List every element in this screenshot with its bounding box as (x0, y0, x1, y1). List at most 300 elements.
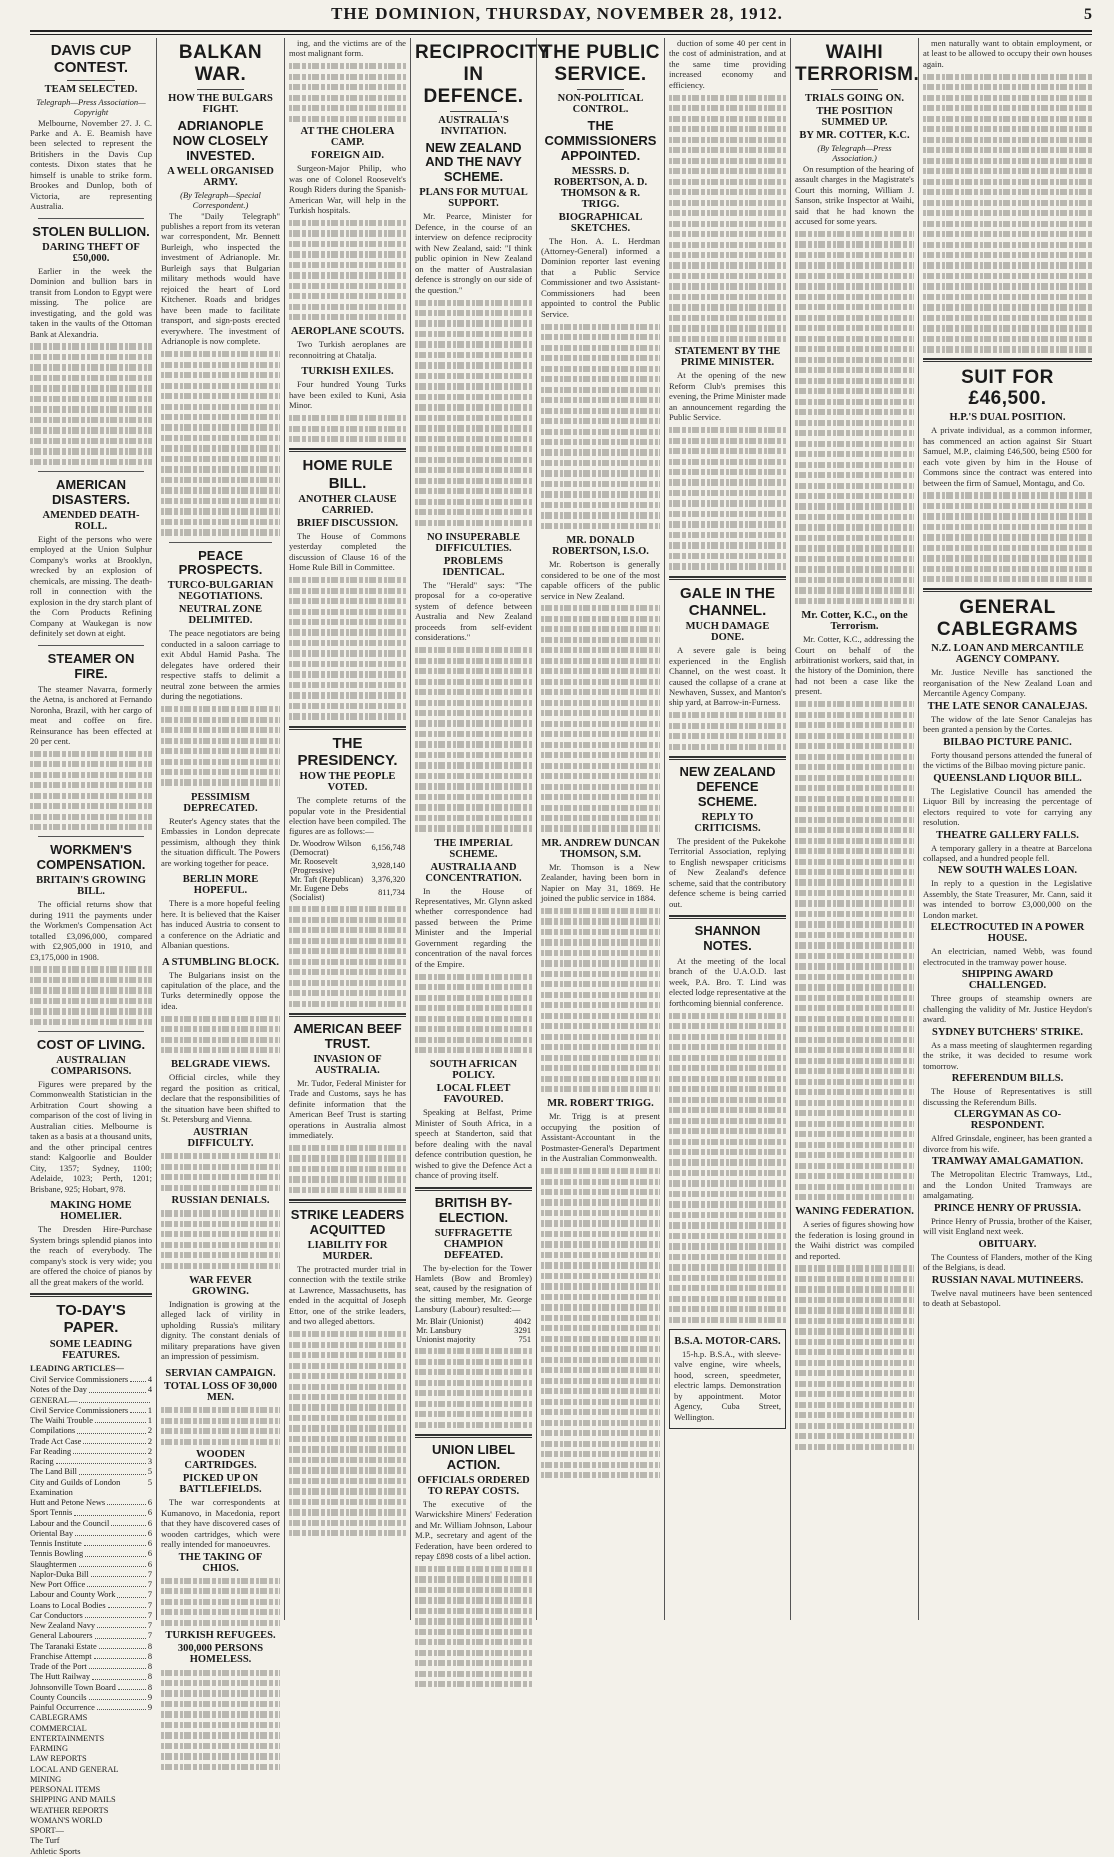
cablegram-item (923, 701, 1092, 735)
article-body: The protracted murder trial in connection with the textile strike at Lawrence, Massachusetts, has ended in the acquittal of Joseph Ettor, one of the strike leaders, and two alleged abettors. (289, 1263, 406, 1327)
contents-item: New Zealand Navy 7 (30, 1621, 152, 1631)
subheadline: B.S.A. MOTOR-CARS. (674, 1335, 781, 1347)
subheadline: SOUTH AFRICAN POLICY. (429, 1059, 518, 1082)
subheadline: AUSTRIAN DIFFICULTY. (187, 1126, 254, 1149)
body-text (669, 427, 786, 569)
article-servian-campaign (161, 1368, 280, 1770)
article-war-fever (161, 1275, 280, 1362)
subheadline: MR. ANDREW DUNCAN THOMSON, S.M. (541, 837, 660, 860)
subheadline: HOW THE BULGARS FIGHT. (168, 92, 273, 115)
divider (669, 915, 786, 919)
column-rule (284, 38, 285, 1620)
body-text (289, 1331, 406, 1536)
headline: NEW ZEALAND DEFENCE SCHEME. (679, 763, 776, 809)
column-rule (156, 38, 157, 1620)
contents-item: ENTERTAINMENTS (30, 1733, 105, 1743)
body-text (669, 1013, 786, 1323)
cablegram-item (923, 1203, 1092, 1237)
article-body: The "Daily Telegraph" publishes a report from its veteran war correspondent, Mr. Bennett Burleigh, who inspected the investment of Adrianople. Mr. Burleigh says that Bulgarian military methods would have rejoiced the heart of Lord Kitchener. Roads and bridges have been made to facilitate transport, and sign-posts erected everywhere. The investment of Adrianople is now complete. (161, 210, 280, 347)
cablegram-item (923, 773, 1092, 828)
subheadline: CLERGYMAN AS CO-RESPONDENT. (953, 1109, 1062, 1132)
body-text (415, 1566, 532, 1688)
article-workmens-compensation (30, 843, 152, 1025)
column-rule (790, 38, 791, 1620)
divider (923, 358, 1092, 362)
subheadline: BRITAIN'S GROWING BILL. (36, 875, 146, 898)
body-text (161, 1153, 280, 1191)
body-text (161, 706, 280, 786)
headline: COST OF LIVING. (36, 1037, 146, 1053)
contents-item: Labour and the Council 6 (30, 1518, 152, 1528)
subheadline: AUSTRALIA'S INVITATION. (438, 114, 509, 137)
subheadline: PLANS FOR MUTUAL SUPPORT. (419, 187, 528, 210)
article-american-disasters (30, 478, 152, 639)
article-body: Eight of the persons who were employed at the Union Sulphur Company's works at Brooklyn, wrecked by an explosion of chemicals, are missing. The death-roll in connection with the explosion in the dry starch plant of the Corn Products Refining Company at Waukegan is now definitely set down at eight. (30, 533, 152, 639)
subheadline: ADRIANOPLE NOW CLOSELY INVESTED. (172, 117, 269, 163)
article-body: An electrician, named Webb, was found electrocuted in the tramway power house. (923, 946, 1092, 967)
subheadline: STATEMENT BY THE PRIME MINISTER. (674, 346, 781, 369)
body-text (30, 343, 152, 465)
column-rule (664, 38, 665, 1620)
body-text (415, 1348, 532, 1428)
article-imperial-scheme (415, 838, 532, 1054)
masthead (0, 0, 1114, 34)
subheadline: MUCH DAMAGE DONE. (685, 621, 770, 644)
subheadline: THE COMMISSIONERS APPOINTED. (544, 117, 657, 163)
advertisement-home (30, 1200, 152, 1287)
body-text (289, 1145, 406, 1193)
todays-paper-index (30, 1302, 152, 1857)
contents-item: The Taranaki Estate 8 (30, 1641, 152, 1651)
article-body: The "Herald" says: "The proposal for a co-operative system of defence between Australia and New Zealand proceeds from self-evident considerations." (415, 579, 532, 643)
divider (415, 1187, 532, 1191)
contents-item: Racing 3 (30, 1457, 152, 1467)
subheadline: MAKING HOME HOMELIER. (50, 1200, 132, 1223)
article-peace-prospects (161, 549, 280, 786)
divider (289, 1013, 406, 1017)
article-body: Earlier in the week the Dominion and bullion bars in transit from London to Egypt were missing. The police are investigating, and the gold was taken in the vaults of the Ottoman Bank at Alexandria. (30, 265, 152, 339)
subheadline: REFERENDUM BILLS. (951, 1073, 1064, 1085)
column-4 (415, 38, 551, 1620)
contents-item: Civil Service Commissioners 1 (30, 1405, 152, 1415)
section-label: LEADING ARTICLES— (30, 1362, 125, 1373)
article-body: The Metropolitan Electric Tramways, Ltd., and the London United Tramways are amalgamating. (923, 1169, 1092, 1201)
contents-item: County Councils 9 (30, 1692, 152, 1702)
table-row: Dr. Woodrow Wilson (Democrat) 6,156,748 (290, 838, 405, 857)
subheadline: AUSTRALIA AND CONCENTRATION. (425, 861, 522, 884)
article-body: The House of Representatives is still discussing the Referendum Bills. (923, 1086, 1092, 1107)
contents-item: Painful Occurrence 9 (30, 1703, 152, 1713)
headline: WAIHI TERRORISM. (795, 42, 920, 85)
contents-item: Loans to Local Bodies 7 (30, 1600, 152, 1610)
body-text (669, 95, 786, 342)
article-body: Mr. Thomson is a New Zealander, having been born in Napier on May 31, 1869. He joined the public service in 1884. (541, 861, 660, 904)
subheadline: THE POSITION SUMMED UP. (816, 105, 893, 128)
contents-item: City and Guilds of London Examination 5 (30, 1477, 152, 1497)
article-body: Surgeon-Major Philip, who was one of Colonel Roosevelt's Rough Riders during the Spanish-American War, will help in the Turkish hospitals. (289, 163, 406, 216)
contents-item: The Waihi Trouble 1 (30, 1416, 152, 1426)
article-body: A temporary gallery in a theatre at Barcelona collapsed, and a hundred people fell. (923, 842, 1092, 863)
article-body: The Legislative Council has amended the Liquor Bill by increasing the percentage of electors required to vote for carrying any resolution. (923, 785, 1092, 828)
body-text (415, 647, 532, 831)
contents-item: WEATHER REPORTS (30, 1805, 109, 1815)
body-text (289, 906, 406, 1007)
subheadline: MR. DONALD ROBERTSON, I.S.O. (552, 535, 649, 558)
contents-item: Oriental Bay 6 (30, 1528, 152, 1538)
article-body: The official returns show that during 1911 the payments under the Workmen's Compensation Act totalled £3,096,000, compared with £2,905,000 in 1910, and £3,175,000 in 1908. (30, 899, 152, 962)
subheadline: FOREIGN AID. (311, 150, 384, 162)
cablegram-item (923, 1275, 1092, 1309)
vote-table (289, 839, 406, 902)
article-body: Mr. Robertson is generally considered to be one of the most capable officers of the public service in New Zealand. (541, 559, 660, 601)
column-rule (536, 38, 537, 1620)
contents-item: Tennis Institute 6 (30, 1539, 152, 1549)
article-body: Prince Henry of Prussia, brother of the Kaiser, will visit England next week. (923, 1215, 1092, 1237)
contents-item: FARMING (30, 1744, 69, 1754)
headline: AMERICAN DISASTERS. (51, 477, 130, 507)
subheadline: Mr. Cotter, K.C., on the Terrorism. (801, 610, 908, 633)
contents-item: GENERAL— (30, 1396, 152, 1406)
body-text (669, 712, 786, 750)
article-body: There is a more hopeful feeling here. It is believed that the Kaiser has induced Austria to consent to a conference on the Adriatic and Albanian questions. (161, 898, 280, 951)
contents-item: General Labourers 7 (30, 1631, 152, 1641)
contents-item: Car Conductors 7 (30, 1610, 152, 1620)
subheadline: NEW ZEALAND AND THE NAVY SCHEME. (425, 139, 522, 185)
byline: Telegraph—Press Association—Copyright (36, 96, 146, 117)
subheadline: NO INSUPERABLE DIFFICULTIES. (426, 531, 521, 554)
subheadline: RUSSIAN NAVAL MUTINEERS. (931, 1274, 1084, 1286)
article-body: Indignation is growing at the alleged lack of virility in upholding Russia's military dignity. The constant denials of military preparations have given an impression of pessimism. (161, 1298, 280, 1362)
contents-item: SPORT— (30, 1826, 64, 1836)
body-text (541, 605, 660, 831)
article-body: Three groups of steamship owners are challenging the validity of Mr. Justice Heydon's award. (923, 993, 1092, 1025)
article-body: Twelve naval mutineers have been sentenced to death at Sebastopol. (923, 1287, 1092, 1309)
subheadline: LIABILITY FOR MURDER. (307, 1239, 388, 1262)
divider (38, 645, 144, 646)
article-body: At the meeting of the local branch of the U.A.O.D. last week, P.A. Bro. T. Lind was elected lodge representative at the forthcoming biennial conference. (669, 955, 786, 1008)
subheadline: PICKED UP ON BATTLEFIELDS. (179, 1473, 262, 1496)
cablegram-item (923, 737, 1092, 771)
headline: GALE IN THE CHANNEL. (679, 584, 775, 619)
column-rule (410, 38, 411, 1620)
divider (197, 89, 245, 90)
article-public-service (541, 42, 660, 529)
body-text (30, 751, 152, 831)
divider (38, 1031, 144, 1032)
article-gale (669, 585, 786, 750)
subheadline: OFFICIALS ORDERED TO REPAY COSTS. (417, 1474, 530, 1497)
article-body: A private individual, as a common informer, has commenced an action against Sir Stuart Samuel, M.P., claiming £46,500, being £500 for each vote given by him in the House of Commons since the contract was entered into between the firm of Samuel, Montagu, and Co. (923, 425, 1092, 488)
divider (169, 542, 272, 543)
article-defence-scheme (669, 765, 786, 909)
article-body: Mr. Trigg is at present occupying the position of Assistant-Accountant in the Postmaster-General's Department in the Australian Commonwealth. (541, 1111, 660, 1164)
contents-item: Trade of the Port 8 (30, 1662, 152, 1672)
contents-item: Labour and County Work 7 (30, 1590, 152, 1600)
article-body: The Bulgarians insist on the capitulation of the place, and the Turks determinedly oppose the idea. (161, 969, 280, 1011)
divider (38, 471, 144, 472)
article-south-africa (415, 1059, 532, 1180)
subheadline: INVASION OF AUSTRALIA. (313, 1053, 382, 1076)
subheadline: WOODEN CARTRIDGES. (184, 1449, 257, 1472)
contents-item: The Land Bill 5 (30, 1467, 152, 1477)
table-row: Mr. Roosevelt (Progressive) 3,928,140 (290, 856, 405, 875)
headline: BRITISH BY-ELECTION. (434, 1194, 513, 1225)
column-1 (30, 38, 152, 1856)
subheadline: BERLIN MORE HOPEFUL. (182, 874, 259, 897)
table-row: Mr. Eugene Debs (Socialist) 811,734 (290, 883, 405, 902)
subheadline: MESSRS. D. ROBERTSON, A. D. THOMSON & R. TRIGG. (553, 165, 648, 210)
body-text (161, 1670, 280, 1771)
contents-list (30, 1375, 152, 1713)
divider (289, 1199, 406, 1203)
table-row: Mr. Blair (Unionist) 4042 (416, 1316, 531, 1326)
subheadline: SOME LEADING FEATURES. (49, 1338, 133, 1361)
subheadline: TEAM SELECTED. (44, 83, 138, 95)
article-body: The by-election for the Tower Hamlets (Bow and Bromley) seat, caused by the resignation of the sitting member, Mr. George Lansbury (Labour) resulted:— (415, 1262, 532, 1315)
table-row: Mr. Taft (Republican) 3,376,320 (290, 874, 405, 884)
article-body: Mr. Cotter, K.C., addressing the Court on behalf of the arbitrationist workers, said that, in the history of the Dominion, there had not been a case like the present. (795, 634, 914, 697)
cablegram-item (923, 830, 1092, 864)
column-3 (289, 38, 406, 1620)
table-row: Mr. Lansbury 3291 (416, 1325, 531, 1335)
headline: HOME RULE BILL. (302, 457, 393, 492)
cablegram-item (923, 1027, 1092, 1071)
body-text (161, 1016, 280, 1054)
column-5 (541, 38, 660, 1620)
contents-item: Franchise Attempt 8 (30, 1651, 152, 1661)
article-belgrade (161, 1059, 280, 1269)
contents-item: New Port Office 7 (30, 1580, 152, 1590)
body-text (795, 1265, 914, 1449)
article-body: The executive of the Warwickshire Miners' Federation and Mr. William Johnson, Labour M.P., secretary and agent of the Federation, have been ordered to repay £898 costs of a libel action. (415, 1498, 532, 1562)
subheadline: AEROPLANE SCOUTS. (290, 326, 405, 338)
page-grid (30, 38, 1092, 1856)
byline: (By Telegraph—Press Association.) (817, 142, 892, 163)
subheadline: THEATRE GALLERY FALLS. (936, 829, 1079, 841)
subheadline: WAR FEVER GROWING. (189, 1274, 252, 1297)
contents-item: Slaughtermen 6 (30, 1559, 152, 1569)
subheadline: TURKISH REFUGEES. (165, 1630, 276, 1642)
article-body: Figures were prepared by the Commonwealth Statistician in the Arbitration Court showing a comparison of the cost of living in Australian cities. Melbourne is taken as a basis at a thousand units, and the other principal centres stand: Kalgoorlie and Boulder City, 1357; Sydney, 1100; Adelaide, 1023; Perth, 1201; Brisbane, 925; Hobart, 978. (30, 1079, 152, 1194)
subheadline: N.Z. LOAN AND MERCANTILE AGENCY COMPANY. (931, 643, 1084, 666)
divider (38, 218, 144, 219)
body-text (289, 415, 406, 442)
body-text (161, 1407, 280, 1445)
body-text (289, 220, 406, 321)
headline: TO-DAY'S PAPER. (56, 1302, 126, 1337)
contents-item: Compilations 2 (30, 1426, 152, 1436)
newspaper-title: THE DOMINION, THURSDAY, NOVEMBER 28, 1912. (331, 4, 783, 23)
article-presidency (289, 735, 406, 1007)
subheadline: AT THE CHOLERA CAMP. (300, 126, 395, 149)
headline: RECIPROCITY IN DEFENCE. (415, 42, 551, 107)
subheadline: SHIPPING AWARD CHALLENGED. (961, 969, 1054, 992)
divider (289, 448, 406, 452)
subheadline: TRIALS GOING ON. (805, 92, 904, 104)
headline: STOLEN BULLION. (32, 223, 150, 239)
divider (669, 756, 786, 760)
cablegram-item (923, 1073, 1092, 1107)
article-body: Four hundred Young Turks have been exiled to Kuni, Asia Minor. (289, 379, 406, 411)
cablegram-item (923, 969, 1092, 1024)
body-text (795, 231, 914, 604)
headline: STRIKE LEADERS ACQUITTED (290, 1207, 405, 1237)
article-union-libel (415, 1443, 532, 1688)
subheadline: BIOGRAPHICAL SKETCHES. (558, 211, 643, 234)
article-no-difficulties (415, 532, 532, 832)
article-home-rule (289, 457, 406, 719)
subheadline: BRIEF DISCUSSION. (296, 517, 399, 529)
article-body: The complete returns of the popular vote in the Presidential election have been compiled. The figures are as follows:— (289, 795, 406, 837)
article-body: On resumption of the hearing of assault charges in the Magistrate's Court this morning, William J. Sanson, strike Inspector at Waihi, said that he had known the accused for some years. (795, 163, 914, 227)
article-continuation: duction of some 40 per cent in the cost of administration, and at the same time providing increased economy and efficiency. (669, 38, 786, 90)
subheadline: BILBAO PICTURE PANIC. (943, 736, 1072, 748)
cablegram-list (923, 643, 1092, 1308)
article-body: Forty thousand persons attended the funeral of the victims of the Bilbao moving picture panic. (923, 749, 1092, 771)
subheadline: PESSIMISM DEPRECATED. (183, 791, 258, 814)
contents-item: The Hutt Railway 8 (30, 1672, 152, 1682)
body-text (541, 324, 660, 529)
subheadline: 300,000 PERSONS HOMELESS. (177, 1643, 264, 1666)
article-body: The Countess of Flanders, mother of the King of the Belgians, is dead. (923, 1251, 1092, 1273)
contents-item: Athletic Sports (30, 1846, 81, 1856)
article-davis-cup (30, 42, 152, 212)
election-table (415, 1317, 532, 1344)
general-cablegrams (923, 597, 1092, 1308)
body-text (161, 1578, 280, 1626)
article-body: Mr. Justice Neville has sanctioned the reorganisation of the New Zealand Loan and Mercantile Agency Company. (923, 667, 1092, 699)
table-row: Unionist majority 751 (416, 1334, 531, 1344)
cablegram-item (923, 1109, 1092, 1154)
article-continuation: ing, and the victims are of the most malignant form. (289, 38, 406, 59)
article-body: The Hon. A. L. Herdman (Attorney-General) informed a Dominion reporter last evening that a Public Service Commissioner and two Assistant-Commissioners had been appointed to control the Public Service. (541, 235, 660, 319)
article-trigg (541, 1098, 660, 1478)
contents-item: PERSONAL ITEMS (30, 1785, 101, 1795)
article-balkan-war (161, 42, 280, 536)
body-text (161, 351, 280, 535)
divider (577, 89, 625, 90)
subheadline: DARING THEFT OF £50,000. (42, 241, 140, 264)
article-cholera-camp (289, 126, 406, 320)
article-body: At the opening of the new Reform Club's premises this evening, the Prime Minister made an announcement regarding the Public Service. (669, 370, 786, 423)
subheadline: TURKISH EXILES. (301, 366, 394, 378)
subheadline: NEW SOUTH WALES LOAN. (937, 865, 1078, 877)
article-cotter (795, 610, 914, 1200)
subheadline: LOCAL FLEET FAVOURED. (436, 1083, 511, 1106)
subheadline: NEUTRAL ZONE DELIMITED. (178, 604, 263, 627)
contents-item: Naplor-Duka Bill 7 (30, 1569, 152, 1579)
subheadline: PROBLEMS IDENTICAL. (442, 555, 505, 578)
article-body: In reply to a question in the Legislative Assembly, the State Treasurer, Mr. Cann, said it was intended to borrow £3,000,000 on the London market. (923, 878, 1092, 920)
subheadline: THE TAKING OF CHIOS. (178, 1551, 263, 1574)
subheadline: HOW THE PEOPLE VOTED. (299, 771, 396, 794)
subheadline: REPLY TO CRITICISMS. (694, 811, 761, 834)
subheadline: QUEENSLAND LIQUOR BILL. (933, 772, 1082, 784)
contents-item: Far Reading 2 (30, 1446, 152, 1456)
subheadline: SUFFRAGETTE CHAMPION DEFEATED. (434, 1227, 513, 1261)
article-body: A series of figures showing how the federation is losing ground in the Waihi district was compiled and reported. (795, 1219, 914, 1261)
article-beef-trust (289, 1022, 406, 1193)
contents-item: SHIPPING AND MAILS (30, 1795, 116, 1805)
page-number: 5 (1084, 6, 1092, 23)
contents-item: Civil Service Commissioners 4 (30, 1375, 152, 1385)
divider (415, 1434, 532, 1438)
column-8 (923, 38, 1092, 1620)
contents-tail (30, 1713, 152, 1857)
article-by-election (415, 1196, 532, 1428)
subheadline: A WELL ORGANISED ARMY. (167, 165, 274, 188)
contents-item: CABLEGRAMS (30, 1713, 88, 1723)
contents-item: Notes of the Day 4 (30, 1385, 152, 1395)
article-strike-leaders (289, 1208, 406, 1536)
subheadline: MR. ROBERT TRIGG. (547, 1098, 654, 1110)
subheadline: AUSTRALIAN COMPARISONS. (50, 1055, 132, 1077)
article-body: The steamer Navarra, formerly the Aetna, is anchored at Fernando Noronha, Brazil, with her cargo of meat and coffee on fire. Reinsurance has been effected at 20 per cent. (30, 683, 152, 747)
contents-item: The Turf (30, 1836, 60, 1846)
article-body: Alfred Grinsdale, engineer, has been granted a divorce from his wife. (923, 1133, 1092, 1154)
body-text (923, 492, 1092, 582)
headline: BALKAN WAR. (178, 42, 263, 85)
article-body: Official circles, while they regard the position as critical, declare that the responsibilities of the situation have been shifted to St. Petersburg and Vienna. (161, 1072, 280, 1125)
divider (923, 588, 1092, 592)
contents-item: Hutt and Petone News 6 (30, 1498, 152, 1508)
cablegram-item (923, 1156, 1092, 1200)
headline: DAVIS CUP CONTEST. (50, 42, 132, 77)
article-berlin (161, 874, 280, 950)
subheadline: NON-POLITICAL CONTROL. (557, 92, 644, 115)
column-2 (161, 38, 280, 1666)
body-text (161, 1210, 280, 1269)
article-body: The House of Commons yesterday completed the discussion of Clause 16 of the Home Rule Bill in Committee. (289, 530, 406, 573)
body-text (289, 577, 406, 719)
headline: THE PRESIDENCY. (297, 734, 398, 769)
article-aeroplane-scouts (289, 326, 406, 360)
article-cost-of-living (30, 1038, 152, 1194)
divider (831, 89, 879, 90)
contents-item: COMMERCIAL (30, 1723, 87, 1733)
subheadline: OBITUARY. (978, 1238, 1037, 1250)
contents-item: Sport Tennis 6 (30, 1508, 152, 1518)
article-body: The president of the Pukekohe Territorial Association, replying to English newspaper criticisms of New Zealand's defence scheme, said that the contributory defence scheme is being carried out. (669, 835, 786, 909)
article-body: 15-h.p. B.S.A., with sleeve-valve engine, wire wheels, hood, screen, speedmeter, electric lamps. Demonstration by appointment. Motor Agency, Cuba Street, Wellington. (674, 1348, 781, 1422)
article-robertson (541, 535, 660, 832)
headline: PEACE PROSPECTS. (178, 547, 263, 578)
article-shannon (669, 924, 786, 1323)
subheadline: RUSSIAN DENIALS. (171, 1195, 270, 1207)
body-text (795, 701, 914, 1200)
article-turkish-exiles (289, 366, 406, 442)
headline: SHANNON NOTES. (694, 923, 761, 954)
article-reciprocity-defence (415, 42, 551, 526)
article-body: Two Turkish aeroplanes are reconnoitring at Chatalja. (289, 339, 406, 360)
article-body: The war correspondents at Kumanovo, in Macedonia, report that they have discovered cases of wooden cartridges, which were really intended for manoeuvres. (161, 1497, 280, 1550)
article-stumbling-block (161, 957, 280, 1054)
subheadline: WANING FEDERATION. (795, 1206, 914, 1218)
subheadline: PRINCE HENRY OF PRUSSIA. (933, 1202, 1082, 1214)
body-text (541, 908, 660, 1092)
body-text (415, 974, 532, 1054)
subheadline: SERVIAN CAMPAIGN. (165, 1367, 276, 1379)
advertisement-motor-cars (669, 1329, 786, 1429)
article-thomson (541, 838, 660, 1093)
divider (669, 576, 786, 580)
article-body: The widow of the late Senor Canalejas has been granted a pension by the Cortes. (923, 713, 1092, 735)
subheadline: ANOTHER CLAUSE CARRIED. (298, 493, 397, 516)
article-steamer-fire (30, 652, 152, 831)
headline: GENERAL CABLEGRAMS (936, 597, 1079, 641)
cablegram-item (923, 865, 1092, 920)
subheadline: A STUMBLING BLOCK. (162, 956, 279, 968)
